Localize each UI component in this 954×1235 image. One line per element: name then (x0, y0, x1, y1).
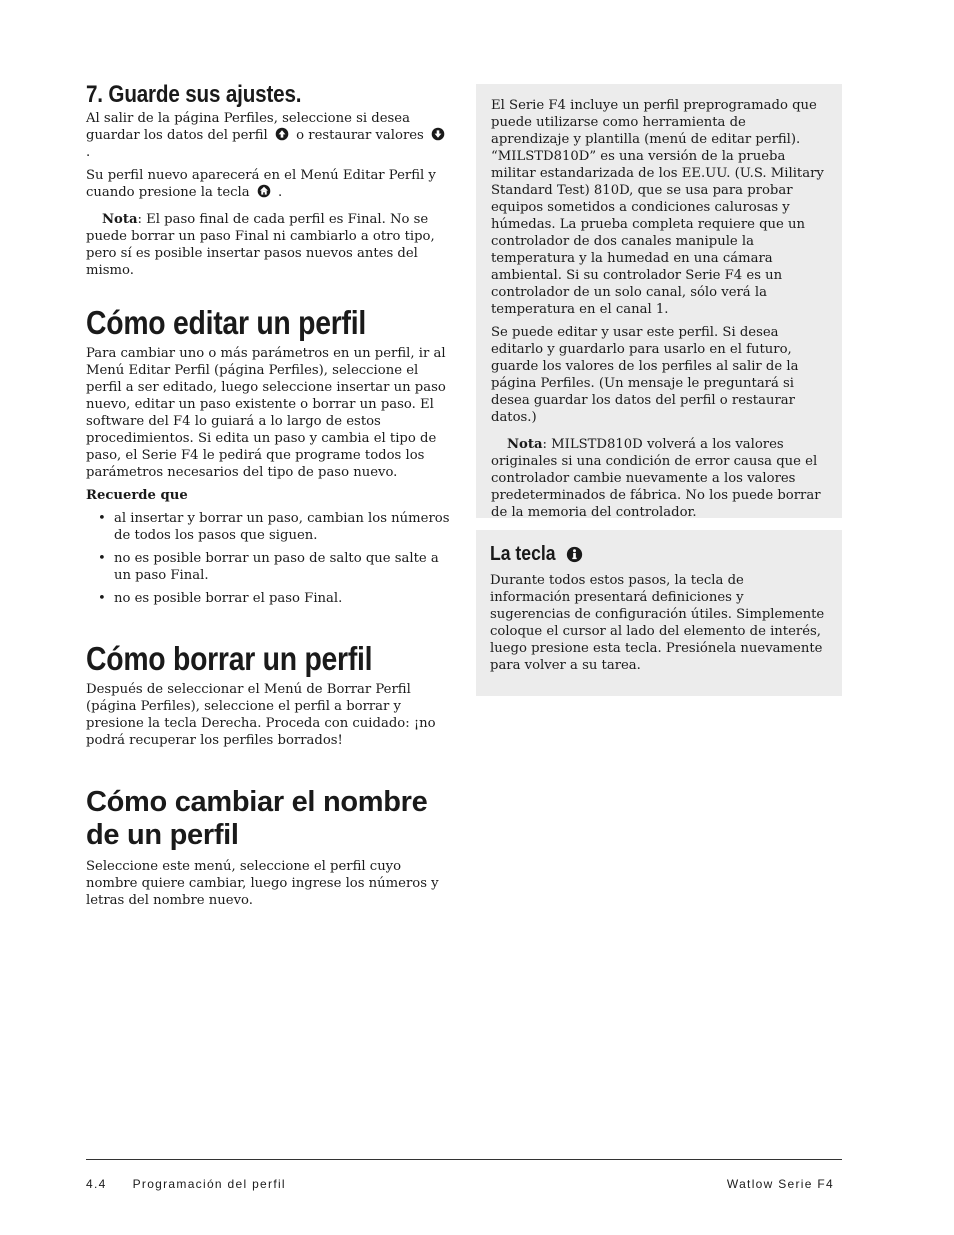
milstd-sidebar (476, 84, 842, 518)
delete-profile-heading: Cómo borrar un perfil (86, 640, 373, 677)
info-key-paragraph: Durante todos estos pasos, la tecla de información presentará definiciones y sugerencias de configuración útiles. Simplemente coloque el cursor al lado del elemento de interés, luego presione esta tecla. Presiónela nuevamente para volver a su tarea. (490, 573, 825, 673)
step-7-paragraph-2: Su perfil nuevo aparecerá en el Menú Editar Perfil y cuando presione la tecla . (86, 168, 436, 200)
delete-profile-paragraph: Después de seleccionar el Menú de Borrar Perfil (página Perfiles), seleccione el perfil a borrar y presione la tecla Derecha. Proceda con cuidado: ¡no podrá recuperar los perfiles borrados! (86, 682, 436, 748)
rename-profile-heading: Cómo cambiar el nombre de un perfil (86, 786, 428, 851)
sidebar-note: Nota: MILSTD810D volverá a los valores originales si una condición de error causa que el controlador cambie nuevamente a los valores predeterminados de fábrica. No los puede borrar de la memoria del controlador. (491, 437, 821, 520)
footer-divider (86, 1159, 842, 1160)
sidebar-paragraph-2: Se puede editar y usar este perfil. Si desea editarlo y guardarlo para usarlo en el futuro, guarde los valores de los perfiles al salir de la página Perfiles. (Un mensaje le preguntará si desea guardar los datos del perfil o restaurar datos.) (491, 325, 799, 425)
step-7-section (86, 80, 456, 279)
info-key-sidebar (476, 530, 842, 696)
list-item: • al insertar y borrar un paso, cambian los números de todos los pasos que siguen. (86, 510, 456, 544)
footer-section-title: Programación del perfil (132, 1177, 286, 1191)
home-key-icon (257, 184, 271, 198)
remember-list (86, 510, 456, 607)
page-number: 4.4 (86, 1177, 107, 1191)
down-arrow-key-icon (431, 127, 445, 141)
footer-left (86, 1177, 286, 1191)
note-label: Nota (102, 212, 138, 227)
edit-profile-heading: Cómo editar un perfil (86, 304, 366, 341)
list-item: • no es posible borrar el paso Final. (86, 590, 456, 607)
info-key-icon (566, 546, 583, 563)
note-label: Nota (507, 437, 543, 452)
sidebar-paragraph-1: El Serie F4 incluye un perfil preprogramado que puede utilizarse como herramienta de aprendizaje y plantilla (menú de editar perfil). “MILSTD810D” es una versión de la prueba militar estandarizada de los EE.UU. (U.S. Military Standard Test) 810D, que se usa para probar equipos sometidos a condiciones calurosas y húmedas. La prueba completa requiere que un controlador de dos canales manipule la temperatura y la humedad en una cámara ambiental. Si su controlador Serie F4 es un controlador de un solo canal, sólo verá la temperatura en el canal 1. (491, 98, 824, 317)
step-7-note: Nota: El paso final de cada perfil es Final. No se puede borrar un paso Final ni cambiarlo a otro tipo, pero sí es posible insertar pasos nuevos antes del mismo. (86, 212, 435, 278)
info-key-heading: La tecla (490, 540, 828, 568)
rename-profile-section (86, 786, 456, 909)
step-7-paragraph-1: Al salir de la página Perfiles, seleccione si desea guardar los datos del perfil o restaurar valores . (86, 110, 456, 161)
delete-profile-section (86, 642, 456, 749)
list-item: • no es posible borrar un paso de salto que salte a un paso Final. (86, 550, 456, 584)
remember-label: Recuerde que (86, 488, 188, 503)
edit-profile-section (86, 306, 456, 613)
step-7-heading: 7. Guarde sus ajustes. (86, 81, 302, 108)
footer-product-name: Watlow Serie F4 (726, 1177, 834, 1191)
rename-profile-paragraph: Seleccione este menú, seleccione el perfil cuyo nombre quiere cambiar, luego ingrese los números y letras del nombre nuevo. (86, 859, 439, 908)
edit-profile-paragraph: Para cambiar uno o más parámetros en un perfil, ir al Menú Editar Perfil (página Perfiles), seleccione el perfil a ser editado, luego seleccione insertar un paso nuevo, editar un paso existente o borrar un paso. El software del F4 lo guiará a lo largo de estos procedimientos. Si edita un paso y cambia el tipo de paso, el Serie F4 le pedirá que programe todos los parámetros necesarios del tipo de paso nuevo. (86, 346, 446, 480)
up-arrow-key-icon (275, 127, 289, 141)
